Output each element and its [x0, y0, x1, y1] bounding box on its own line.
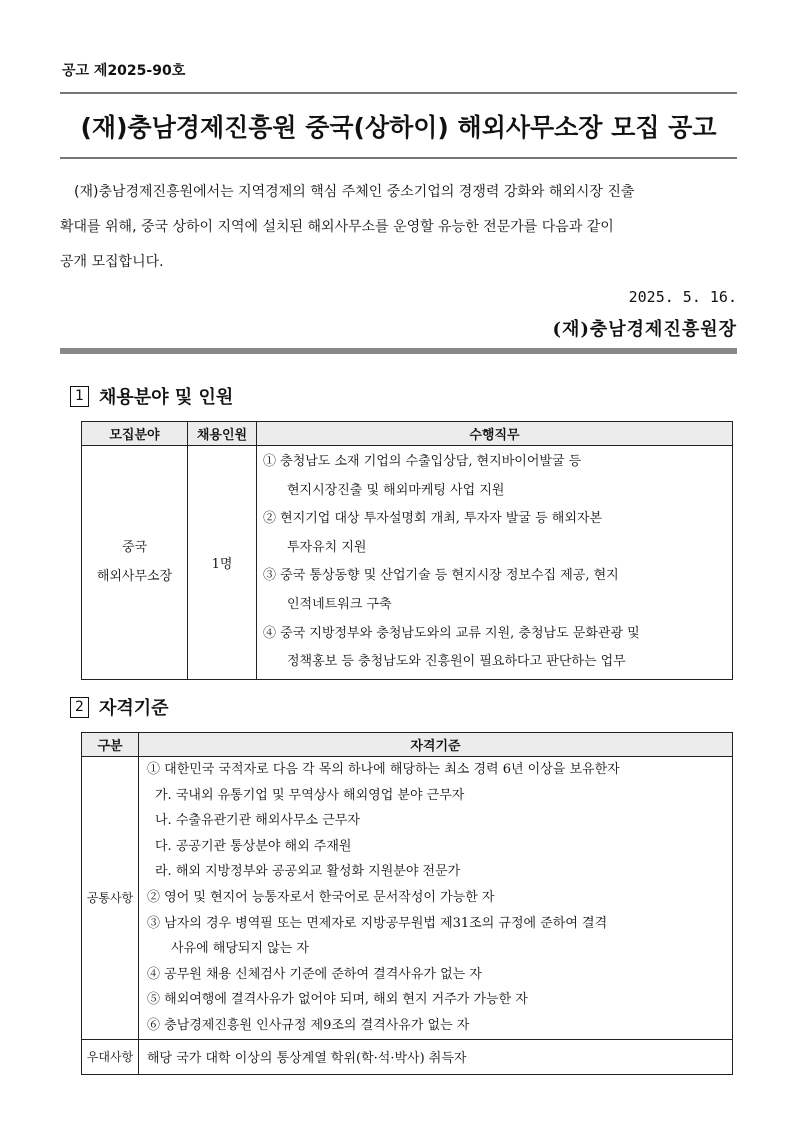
section2-number: 2	[70, 697, 89, 718]
criteria-subitem: 가. 국내외 유통기업 및 무역상사 해외영업 분야 근무자	[155, 787, 465, 803]
field-line-2: 해외사무소장	[96, 569, 173, 585]
duty-item-cont: 현지시장진출 및 해외마케팅 사업 지원	[287, 482, 505, 498]
intro-line-1: (재)충남경제진흥원에서는 지역경제의 핵심 주체인 중소기업의 경쟁력 강화와 해외시장 진출	[74, 184, 635, 200]
criteria-item: ④ 공무원 채용 신체검사 기준에 준하여 결격사유가 없는 자	[147, 966, 482, 982]
section1-title: 채용분야 및 인원	[99, 387, 234, 408]
criteria-item: ⑥ 충남경제진흥원 인사규정 제9조의 결격사유가 없는 자	[147, 1017, 470, 1033]
preferred-criteria: 해당 국가 대학 이상의 통상계열 학위(학·석·박사) 취득자	[139, 1039, 733, 1074]
duty-item: ② 현지기업 대상 투자설명회 개최, 투자자 발굴 등 해외자본	[263, 511, 603, 527]
duty-item-cont: 정책홍보 등 충청남도와 진흥원이 필요하다고 판단하는 업무	[287, 654, 626, 670]
header-criteria: 자격기준	[139, 733, 733, 757]
recruitment-table	[81, 421, 733, 680]
duties-cell	[257, 446, 733, 680]
intro-line-2: 확대를 위해, 중국 상하이 지역에 설치된 해외사무소를 운영할 유능한 전문가를 다음과 같이	[60, 219, 614, 235]
field-line-1: 중국	[121, 540, 148, 556]
duty-item: ① 충청남도 소재 기업의 수출입상담, 현지바이어발굴 등	[263, 454, 582, 469]
criteria-item-cont: 사유에 해당되지 않는 자	[171, 941, 309, 957]
table-row	[82, 446, 733, 680]
header-count: 채용인원	[188, 422, 257, 446]
criteria-subitem: 다. 공공기관 통상분야 해외 주재원	[155, 838, 352, 854]
issuer-name: (재)충남경제진흥원장	[552, 319, 737, 340]
duty-item: ③ 중국 통상동향 및 산업기술 등 현지시장 정보수집 제공, 현지	[263, 568, 619, 584]
page-title: (재)충남경제진흥원 중국(상하이) 해외사무소장 모집 공고	[80, 113, 717, 142]
criteria-item: ① 대한민국 국적자로 다음 각 목의 하나에 해당하는 최소 경력 6년 이상을 보유한자	[147, 762, 620, 777]
table-header-row	[82, 422, 733, 446]
criteria-subitem: 라. 해외 지방정부와 공공외교 활성화 지원분야 전문가	[155, 864, 461, 880]
intro-line	[60, 175, 737, 210]
title-bottom-rule	[60, 157, 737, 159]
notice-number: 공고 제2025-90호	[62, 63, 186, 79]
header-kind: 구분	[82, 733, 139, 757]
common-label: 공통사항	[82, 757, 139, 1040]
table-header-row	[82, 733, 733, 757]
criteria-item: ⑤ 해외여행에 결격사유가 없어야 되며, 해외 현지 거주가 가능한 자	[147, 992, 528, 1008]
count-cell: 1명	[188, 446, 257, 680]
criteria-subitem: 나. 수출유관기관 해외사무소 근무자	[155, 813, 360, 829]
criteria-item: ③ 남자의 경우 병역필 또는 면제자로 지방공무원법 제31조의 규정에 준하여 결격	[147, 915, 608, 931]
header-duties: 수행직무	[257, 422, 733, 446]
intro-paragraph	[60, 175, 737, 280]
criteria-item: ② 영어 및 현지어 능통자로서 한국어로 문서작성이 가능한 자	[147, 889, 495, 905]
intro-line-3: 공개 모집합니다.	[60, 254, 164, 270]
preferred-label: 우대사항	[82, 1039, 139, 1074]
notice-date: 2025. 5. 16.	[628, 288, 737, 306]
header-divider	[60, 348, 737, 354]
qualification-table	[81, 732, 733, 1075]
duty-item-cont: 투자유치 지원	[287, 539, 367, 555]
header-field: 모집분야	[82, 422, 188, 446]
section2-title: 자격기준	[99, 698, 169, 719]
common-criteria-cell	[139, 757, 733, 1040]
section2-heading	[70, 694, 169, 720]
section1-heading	[70, 383, 233, 409]
table-row	[82, 757, 733, 1040]
section1-number: 1	[70, 386, 89, 407]
duty-item: ④ 중국 지방정부와 충청남도와의 교류 지원, 충청남도 문화관광 및	[263, 625, 640, 641]
table-row	[82, 1039, 733, 1074]
field-cell	[82, 446, 188, 680]
title-top-rule	[60, 92, 737, 94]
duty-item-cont: 인적네트워크 구축	[287, 596, 392, 612]
